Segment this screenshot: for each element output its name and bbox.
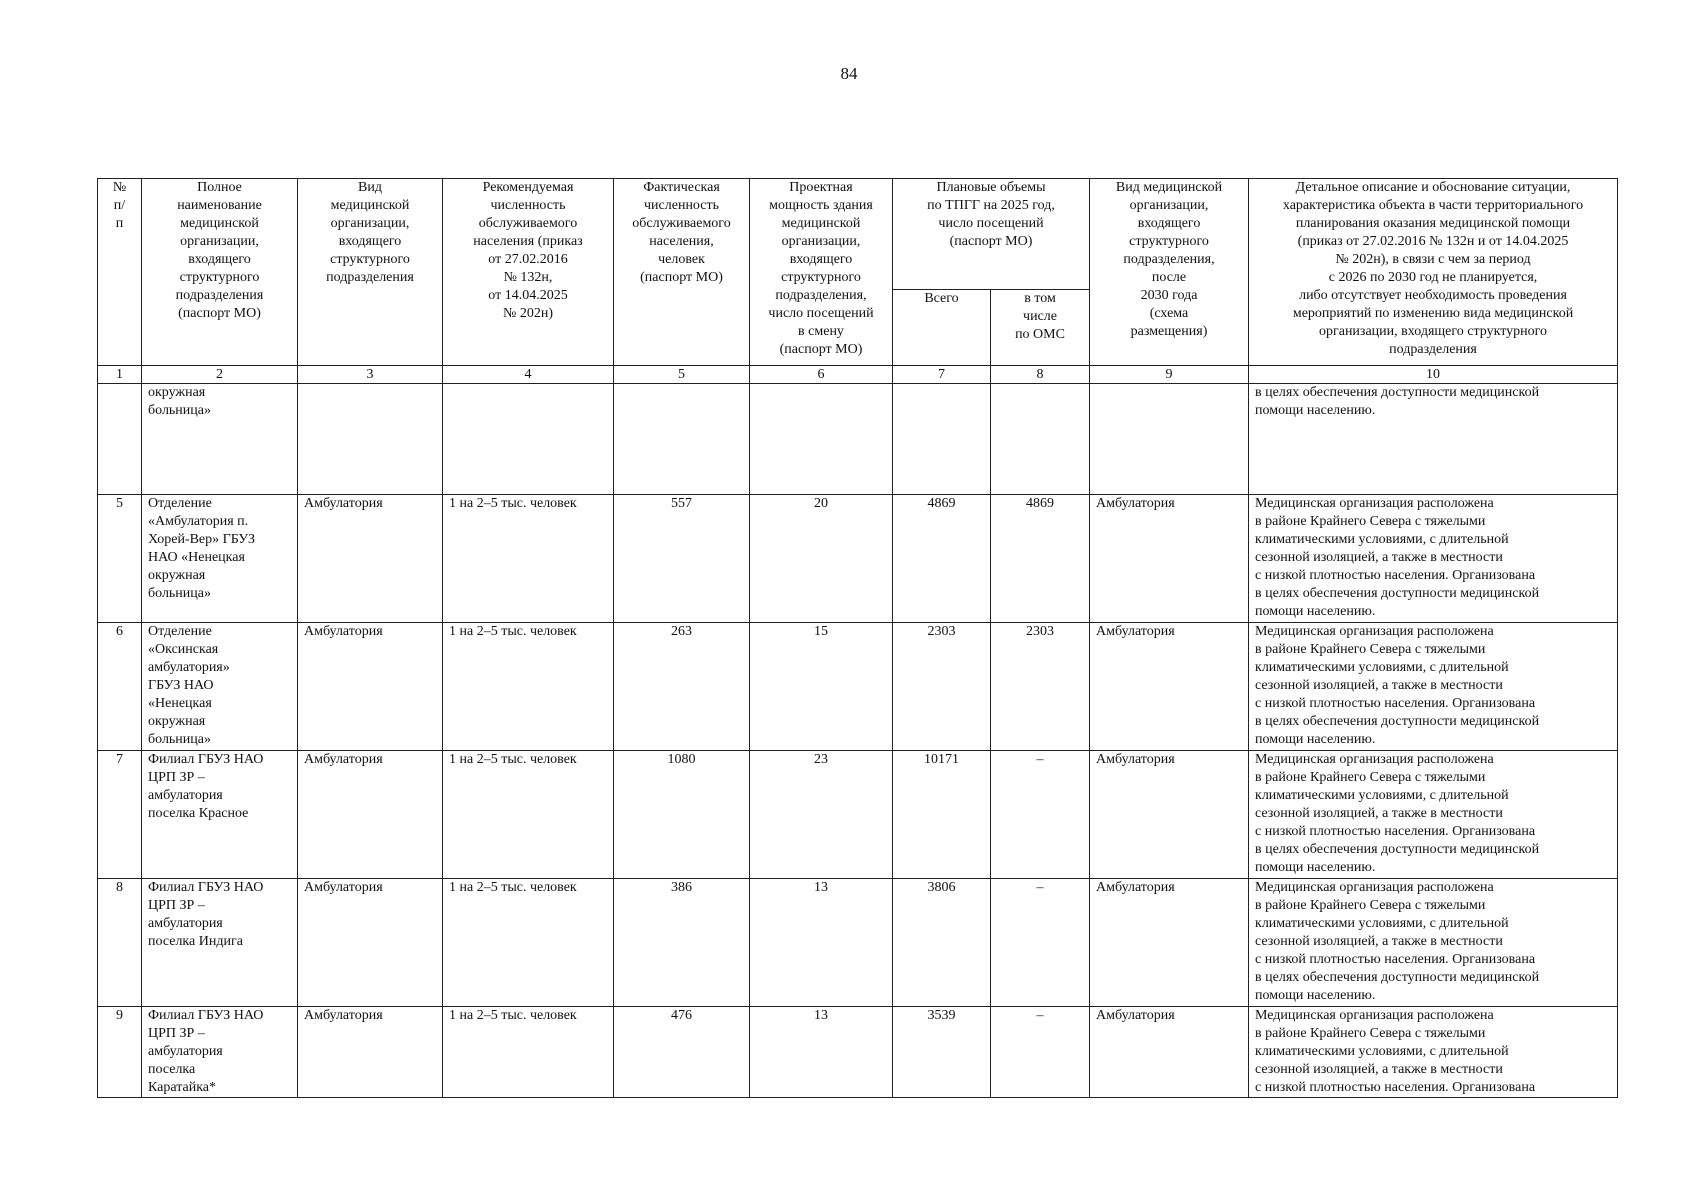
header-type-after-2030: Вид медицинской организации, входящего структурного подразделения, после 2030 года (схема размещения) (1090, 179, 1249, 366)
description: Медицинская организация расположена в районе Крайнего Севера с тяжелыми климатическими условиями, с длительной сезонной изоляцией, а также в местности с низкой плотностью населения. Организована (1249, 1007, 1618, 1098)
org-type: Амбулатория (298, 879, 443, 1007)
header-total: Всего (893, 290, 991, 366)
column-number: 5 (614, 366, 750, 384)
table-row (98, 1007, 1618, 1098)
column-number: 2 (142, 366, 298, 384)
header-description: Детальное описание и обоснование ситуации, характеристика объекта в части территориального планирования оказания медицинской помощи (приказ от 27.02.2016 № 132н и от 14.04.2025 № 202н), в связи с чем за период с 2026 по 2030 год не планируется, либо отсутствует необходимость проведения мероприятий по изменению вида медицинской организации, входящего структурного подразделения (1249, 179, 1618, 366)
planned-oms: – (991, 1007, 1090, 1098)
planned-total: 3806 (893, 879, 991, 1007)
org-name: Отделение «Амбулатория п. Хорей-Вер» ГБУЗ НАО «Ненецкая окружная больница» (142, 495, 298, 623)
planned-oms: 2303 (991, 623, 1090, 751)
actual-population: 557 (614, 495, 750, 623)
header-row (98, 179, 1618, 290)
recommended-population: 1 на 2–5 тыс. человек (443, 1007, 614, 1098)
header-recommended-population: Рекомендуемая численность обслуживаемого населения (приказ от 27.02.2016 № 132н, от 14.04.2025 № 202н) (443, 179, 614, 366)
column-number: 9 (1090, 366, 1249, 384)
org-name: Филиал ГБУЗ НАО ЦРП ЗР – амбулатория поселка Каратайка* (142, 1007, 298, 1098)
recommended-population: 1 на 2–5 тыс. человек (443, 879, 614, 1007)
medical-organizations-table (97, 178, 1618, 1098)
planned-oms: 4869 (991, 495, 1090, 623)
table-row (98, 751, 1618, 879)
design-capacity: 23 (750, 751, 893, 879)
column-number: 8 (991, 366, 1090, 384)
org-name: окружная больница» (142, 384, 298, 495)
header-planned-volumes: Плановые объемы по ТПГГ на 2025 год, число посещений (паспорт МО) (893, 179, 1090, 290)
recommended-population: 1 на 2–5 тыс. человек (443, 495, 614, 623)
actual-population: 263 (614, 623, 750, 751)
actual-population: 1080 (614, 751, 750, 879)
column-number: 7 (893, 366, 991, 384)
column-number: 6 (750, 366, 893, 384)
row-number: 9 (98, 1007, 142, 1098)
org-name: Филиал ГБУЗ НАО ЦРП ЗР – амбулатория поселка Индига (142, 879, 298, 1007)
column-number: 1 (98, 366, 142, 384)
org-type: Амбулатория (298, 1007, 443, 1098)
design-capacity: 15 (750, 623, 893, 751)
type-after-2030: Амбулатория (1090, 495, 1249, 623)
design-capacity: 13 (750, 879, 893, 1007)
recommended-population: 1 на 2–5 тыс. человек (443, 623, 614, 751)
org-type: Амбулатория (298, 751, 443, 879)
table-row (98, 495, 1618, 623)
header-number: № п/ п (98, 179, 142, 366)
org-name: Отделение «Оксинская амбулатория» ГБУЗ НАО «Ненецкая окружная больница» (142, 623, 298, 751)
type-after-2030: Амбулатория (1090, 1007, 1249, 1098)
header-full-name: Полное наименование медицинской организации, входящего структурного подразделения (паспорт МО) (142, 179, 298, 366)
header-oms: в том числе по ОМС (991, 290, 1090, 366)
org-type: Амбулатория (298, 623, 443, 751)
column-number: 4 (443, 366, 614, 384)
planned-oms: – (991, 879, 1090, 1007)
description: Медицинская организация расположена в районе Крайнего Севера с тяжелыми климатическими условиями, с длительной сезонной изоляцией, а также в местности с низкой плотностью населения. Организована в целях обеспечения доступности медицинской помощи населению. (1249, 751, 1618, 879)
planned-total: 2303 (893, 623, 991, 751)
org-name: Филиал ГБУЗ НАО ЦРП ЗР – амбулатория поселка Красное (142, 751, 298, 879)
table-row (98, 879, 1618, 1007)
description: Медицинская организация расположена в районе Крайнего Севера с тяжелыми климатическими условиями, с длительной сезонной изоляцией, а также в местности с низкой плотностью населения. Организована в целях обеспечения доступности медицинской помощи населению. (1249, 495, 1618, 623)
page-number: 84 (840, 64, 858, 83)
planned-total: 4869 (893, 495, 991, 623)
type-after-2030: Амбулатория (1090, 751, 1249, 879)
actual-population: 386 (614, 879, 750, 1007)
type-after-2030: Амбулатория (1090, 879, 1249, 1007)
planned-total: 3539 (893, 1007, 991, 1098)
row-number: 8 (98, 879, 142, 1007)
row-number: 7 (98, 751, 142, 879)
header-actual-population: Фактическая численность обслуживаемого населения, человек (паспорт МО) (614, 179, 750, 366)
description: в целях обеспечения доступности медицинской помощи населению. (1249, 384, 1618, 495)
row-number: 6 (98, 623, 142, 751)
table-row (98, 623, 1618, 751)
recommended-population: 1 на 2–5 тыс. человек (443, 751, 614, 879)
column-number: 3 (298, 366, 443, 384)
description: Медицинская организация расположена в районе Крайнего Севера с тяжелыми климатическими условиями, с длительной сезонной изоляцией, а также в местности с низкой плотностью населения. Организована в целях обеспечения доступности медицинской помощи населению. (1249, 623, 1618, 751)
header-org-type: Вид медицинской организации, входящего структурного подразделения (298, 179, 443, 366)
actual-population: 476 (614, 1007, 750, 1098)
org-type: Амбулатория (298, 495, 443, 623)
planned-oms: – (991, 751, 1090, 879)
column-number-row (98, 366, 1618, 384)
row-number: 5 (98, 495, 142, 623)
header-design-capacity: Проектная мощность здания медицинской организации, входящего структурного подразделения, число посещений в смену (паспорт МО) (750, 179, 893, 366)
description: Медицинская организация расположена в районе Крайнего Севера с тяжелыми климатическими условиями, с длительной сезонной изоляцией, а также в местности с низкой плотностью населения. Организована в целях обеспечения доступности медицинской помощи населению. (1249, 879, 1618, 1007)
type-after-2030: Амбулатория (1090, 623, 1249, 751)
design-capacity: 20 (750, 495, 893, 623)
planned-total: 10171 (893, 751, 991, 879)
column-number: 10 (1249, 366, 1618, 384)
table-row-continuation (98, 384, 1618, 495)
design-capacity: 13 (750, 1007, 893, 1098)
